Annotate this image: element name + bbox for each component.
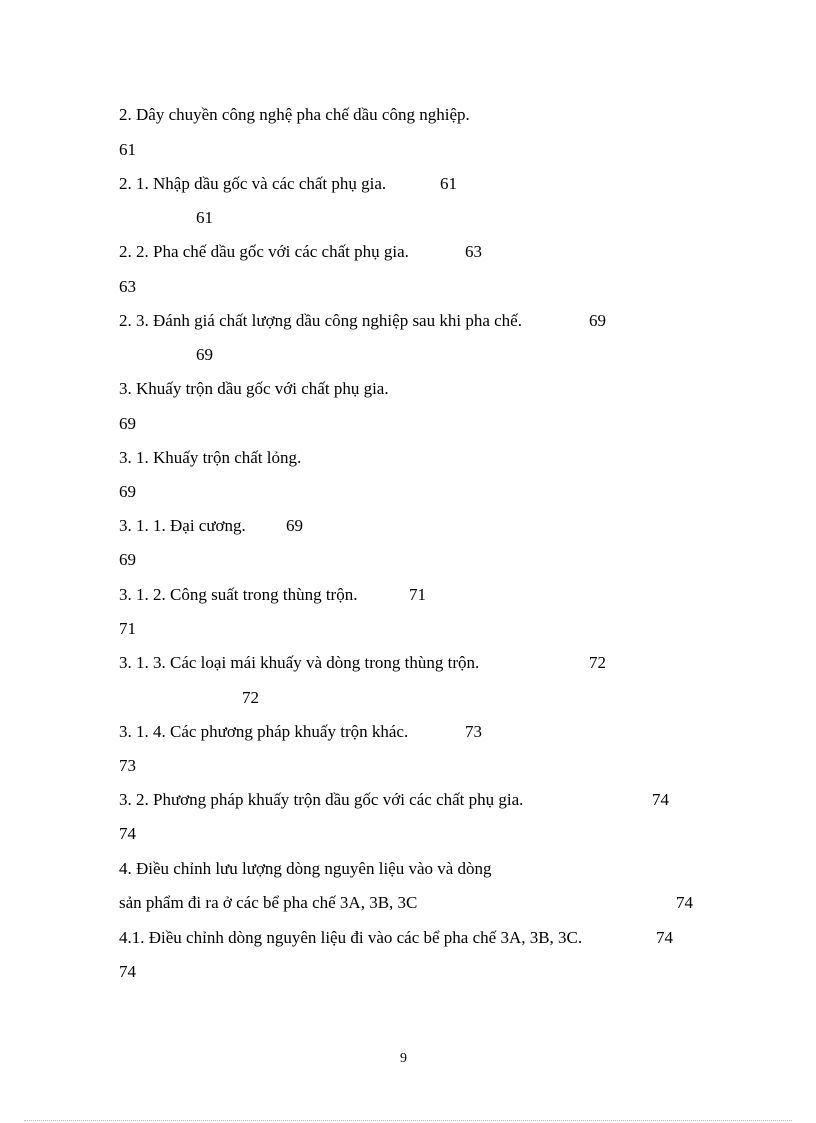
toc-entry-page: 69 (119, 414, 136, 433)
toc-entry-title: sản phẩm đi ra ở các bể pha chế 3A, 3B, 3C (119, 893, 418, 912)
toc-entry-title: 2. 2. Pha chế dầu gốc với các chất phụ gia. (119, 242, 409, 261)
toc-entry-page: 61 (440, 174, 457, 193)
toc-entry-title: 4.1. Điều chỉnh dòng nguyên liệu đi vào các bể pha chế 3A, 3B, 3C. (119, 928, 583, 947)
toc-entry-page: 72 (589, 653, 606, 672)
toc-entry-page: 61 (119, 140, 136, 159)
toc-entry-title: 2. Dây chuyền công nghệ pha chế dầu công nghiệp. (119, 105, 470, 124)
toc-entry-title: 4. Điều chỉnh lưu lượng dòng nguyên liệu vào và dòng (119, 859, 492, 878)
toc-entry-page: 74 (119, 824, 136, 843)
toc-entry-title: 3. 1. 1. Đại cương. (119, 516, 246, 535)
toc-entry-page: 71 (409, 585, 426, 604)
toc-entry-page: 74 (652, 790, 669, 809)
toc-entry-page: 72 (242, 688, 259, 707)
toc-entry-page: 69 (119, 482, 136, 501)
toc-entry-page: 74 (676, 893, 693, 912)
toc-entry-title: 3. 1. 2. Công suất trong thùng trộn. (119, 585, 358, 604)
toc-entry-page: 73 (119, 756, 136, 775)
toc-entry-page: 69 (196, 345, 213, 364)
toc-entry-page: 69 (119, 550, 136, 569)
page-bottom-divider (24, 1120, 792, 1121)
toc-entry-page: 63 (465, 242, 482, 261)
toc-entry-page: 71 (119, 619, 136, 638)
toc-entry-title: 3. 1. 3. Các loại mái khuấy và dòng trong thùng trộn. (119, 653, 480, 672)
toc-entry-page: 74 (656, 928, 673, 947)
toc-entry-page: 74 (119, 962, 136, 981)
toc-entry-title: 2. 3. Đánh giá chất lượng dầu công nghiệp sau khi pha chế. (119, 311, 522, 330)
toc-entry-title: 2. 1. Nhập dầu gốc và các chất phụ gia. (119, 174, 387, 193)
page-number: 9 (400, 1051, 407, 1066)
toc-entry-page: 63 (119, 277, 136, 296)
toc-entry-page: 69 (286, 516, 303, 535)
toc-entry-page: 69 (589, 311, 606, 330)
toc-entry-title: 3. Khuấy trộn dầu gốc với chất phụ gia. (119, 379, 389, 398)
toc-entry-title: 3. 2. Phương pháp khuấy trộn dầu gốc với các chất phụ gia. (119, 790, 524, 809)
toc-entry-page: 73 (465, 722, 482, 741)
toc-entry-title: 3. 1. Khuấy trộn chất lỏng. (119, 448, 302, 467)
toc-entry-title: 3. 1. 4. Các phương pháp khuấy trộn khác. (119, 722, 409, 741)
toc-entry-page: 61 (196, 208, 213, 227)
